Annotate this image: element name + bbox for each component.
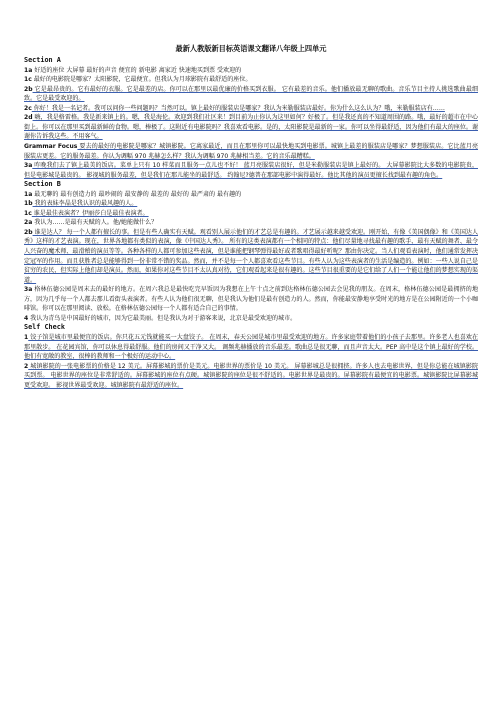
paragraph-label: 1a [24,66,33,74]
paragraph-b-2a [24,218,478,228]
paragraph-text: 我的表妹李晶是我认识的最风趣的人。 [32,200,138,208]
paragraph-label: 1 [24,334,29,341]
paragraph-text: 它是最昂贵的。它有最好的衣服。它是最差的店。你可以在那里以最优廉的价格买到衣服。 它有最差的音乐。他们播放最无聊的歌曲。音乐节目主持人挑选歌曲最细致。它是最受欢迎的。 [24,85,478,103]
paragraph-text: 我认为……是最有天赋的人。他/她能做什么？ [32,219,158,227]
paragraph-label: 1b [24,200,33,208]
paragraph-label: 1c [24,209,32,217]
self-check-1 [24,333,478,362]
paragraph-label: 2a [24,219,33,227]
paragraph-text: 谁是最佳表演者？伊丽莎白是最佳表演者。 [31,209,149,217]
section-b-heading: Section B [24,180,61,189]
paragraph-label: 2b [24,85,33,93]
paragraph-label: 2c [24,104,32,112]
paragraph-label: 1c [24,76,32,84]
paragraph-text: 好适的座位 大屏幕 最好的声音 便宜的 新电影 离家近 快速地买到票 受欢迎的 [32,66,242,74]
self-check-heading: Self Check [24,323,65,332]
self-check-2 [24,362,478,391]
grammar-focus-label: Grammar Focus [24,142,78,150]
paragraph-b-1c [24,209,478,219]
paragraph-text: 我认为青鸟是中国最好的城市，因为它最美丽。但是我认为对于游客来说，北京是最受欢迎的城市。 [28,314,297,322]
paragraph-text: 城镇影院的一张电影票的价格是 12 美元。屏幕影城的票价是美元。电影世界的票价是 10 美元。 屏幕影城总是很拥挤。许多人也去电影世界，但是你总能在城镇影院买到票。 电影世界的座位是非常舒适的。屏幕影城的座位有点硬。城镇影院的座位是很不舒适的。电影世界是最贵的。屏幕影院有最便宜的电影票。城镇影院比屏幕影城更受欢迎。 影视世界最受欢迎。城镇影院有最舒适的座位。 [24,362,478,389]
paragraph-text: 饺子馆是城市里最便宜的饭店。你只花五元钱就能买一大盘饺子。 在周末，春天公园是城市里最受欢迎的地方。许多家庭带着他们的小孩子去那里。许多老人也喜欢在那里散步。 在花园宾馆，你可以休息得最舒服。他们的房间又干净又大。 调频兆赫播放的音乐最差。歌曲总是很无聊，而且声音太大。PEP 高中是这个镇上最好的学校。他们有宽敞的教室，很棒的教师和一个极好的运动中心。 [24,334,478,361]
paragraph-label: 2 [24,362,29,370]
paragraph-label: 1a [24,190,33,198]
paragraph-text: 最无聊的 最有创造力的 最吵闹的 最安静的 最差的 最好的 最严肃的 最有趣的 [32,190,242,198]
paragraph-text: 嗨，我是格雷格。我是新来镇上的。嗯，我是海伦。欢迎到我们社区来！到目前为止你认为这里如何？好极了。但是我还真的不知道周围的路。哦，最好的超市在中心街上。你可以在那里买到最新鲜的食物。嗯，棒极了。这附近有电影院吗？我喜欢看电影。是的，太阳影院是最新的一家。你可以坐得最舒适，因为他们有最大的座位。谢谢你告诉我这些。不用客气。 [24,114,478,141]
paragraph-b-2b [24,228,478,285]
paragraph-text: 谁是达人？ 每一个人都有擅长的事。但是有些人确实有天赋。观看别人展示他们的才艺总是有趣的。才艺展示越来越受欢迎。刚开始，有像《美国偶像》和《美国达人秀》这样的才艺表演。现在，世界各地都有类似的表演，像《中国达人秀》。 所有的这类表演都有一个相同的特点：他们尽量地寻找最有趣的歌手、最有天赋的舞者、最令人兴奋的魔术师、最滑稽的演员等等。各种各样的人都可参加这些表演，但是谁能把钢琴弹得最好或者歌唱得最好听呢？那由你决定。当人们观看表演时，他们通常发挥决定冠军的作用。而且获胜者总是能够得到一份非常不错的奖品。然而，并不是每一个人都喜欢看这些节目。有些人认为这些表演者的生活是编造的。例如：一些人说自己是贫穷的农民，但实际上他们却是演员。然而，如果你对这些节目不太认真对待，它们观看起来是很有趣的。这些节目很重要的是它们给了人们一个能让他们的梦想实现的渠道。 [24,228,478,284]
paragraph-3a [24,161,478,180]
paragraph-b-1b [24,199,478,209]
paragraph-2b [24,85,478,104]
paragraph-b-1a [24,190,478,200]
paragraph-2d [24,113,478,142]
paragraph-text: 最好的电影院是哪家？太阳影院，它最便宜。但我认为月球影院有最舒适的座位。 [31,76,252,84]
grammar-focus-text: 要去的最好的电影院是哪家？城镇影院。它离家最近，而且在那里你可以最快地买到电影票。城镇上最差的服装店是哪家？梦想服装店。它比蓝月亮服装店更差。它的服务最差。你认为调幅 970 兆赫怎么样？我认为调幅 970 兆赫相当差。它的音乐最糟糕。 [24,142,479,160]
section-a-heading: Section A [24,56,61,64]
paragraph-label: 2b [24,228,33,236]
paragraph-1a [24,66,478,76]
paragraph-text: 格林伍德公园是周末去的最好的地方。在周六我总是最快吃完早饭因为我想在上午十点之前到达格林伍德公园去会见我的朋友。在周末，格林伍德公园是最拥挤的地方，因为几乎每一个人都去那儿看街头表演者。有些人认为他们很无聊，但是我认为他们是最有创造力的人。然而，你能最安静地享受时光的地方是在公园附近的一个小咖啡馆。你可以在那里阅读、放松。在格林伍德公园每一个人都有适合自己的事情。 [24,286,478,313]
paragraph-label: 2d [24,114,33,122]
paragraph-b-4 [24,314,478,324]
paragraph-label: 4 [24,314,29,322]
document-title: 最新人教版新目标英语课文翻译八年级上四单元 [175,44,327,53]
paragraph-1c [24,75,478,85]
paragraph-2c [24,104,478,114]
paragraph-text: 咋晚我们去了镇上最美的饭店。菜单上只有 10 样菜而且服务一点儿也不好！ 蓝月亮服装店很好，但是米勒服装店是镇上最好的。 大屏幕影院比大多数的电影院贵，但是电影城是最贵的。 影视城的服务最差，但是我们在那儿能坐的最舒适。 约翰尼?德普在那部电影中演得最好。他比其他的演员更擅长找到最有趣的角色。 [24,162,478,179]
paragraph-b-3a [24,285,478,314]
paragraph-label: 3a [24,286,33,294]
paragraph-text: 你好！我是一名记者。我可以问你一些问题吗？当然可以。镇上最好的服装店是哪家？我认为米勒服装店最好。你为什么这么认为？哦，米勒服装店有…… [31,104,445,112]
grammar-focus-paragraph [24,142,478,161]
paragraph-label: 3a [24,162,33,170]
